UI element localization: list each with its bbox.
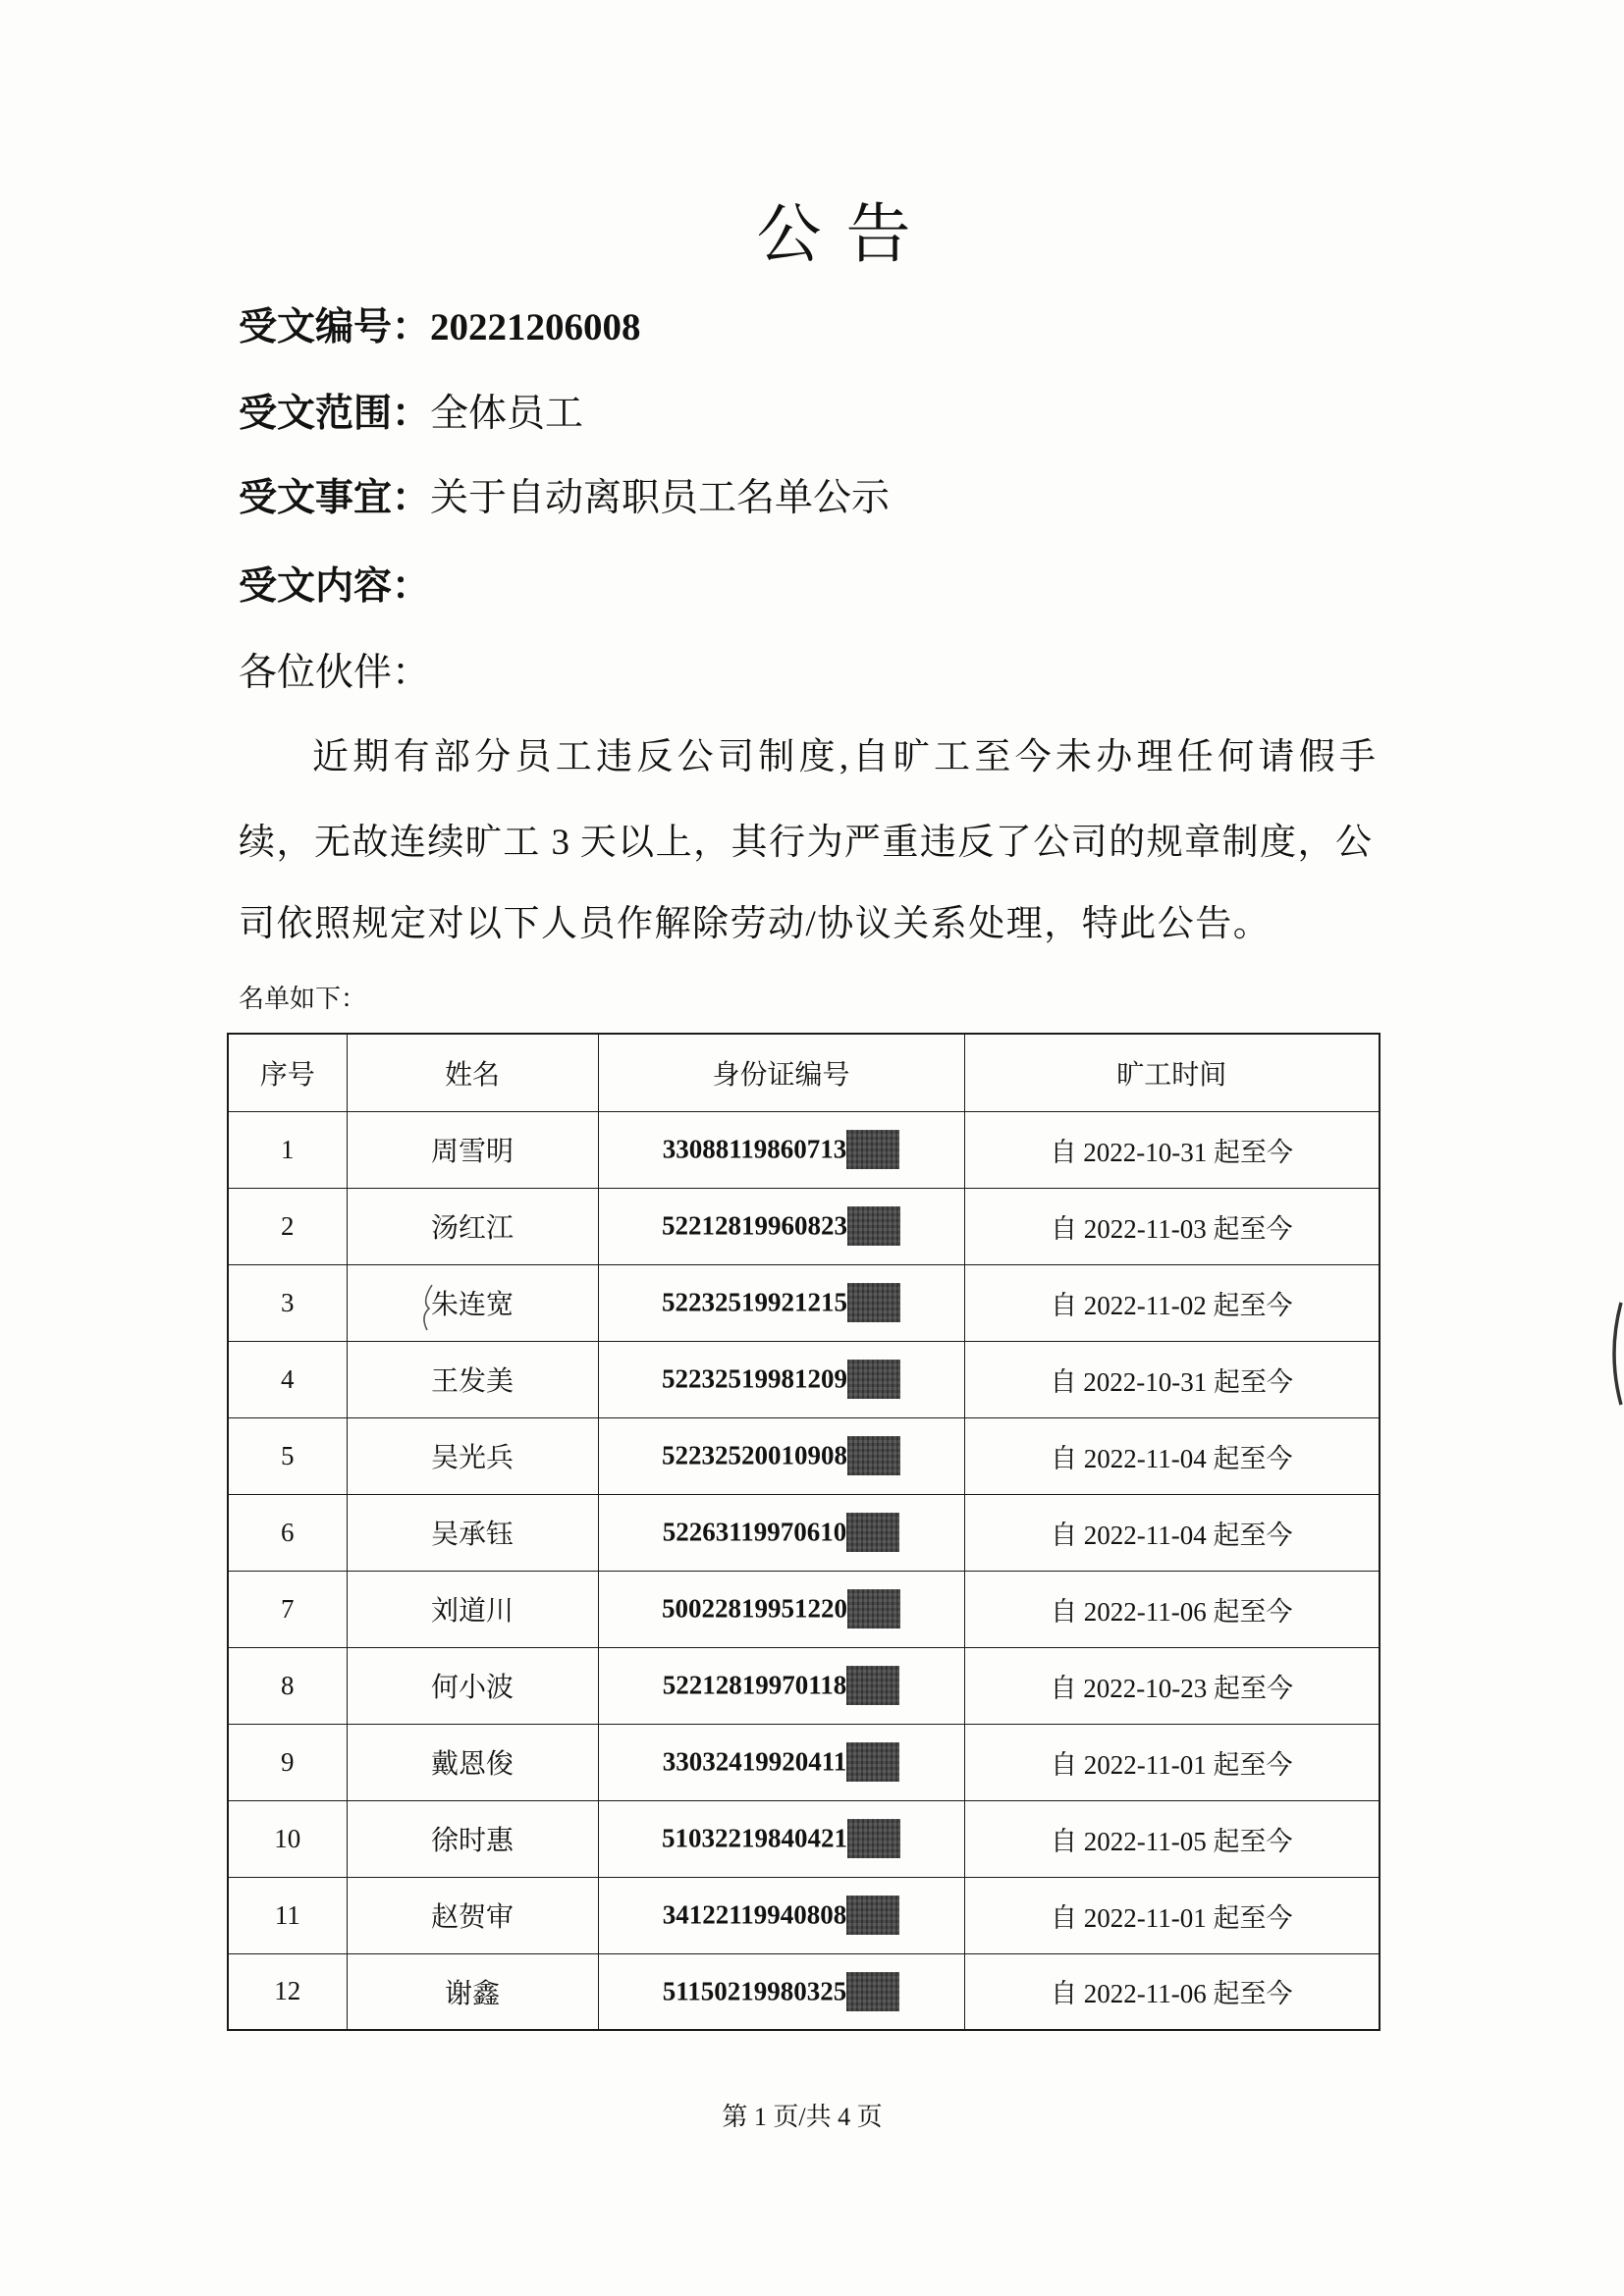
row-period: 自 2022-11-02 起至今 [964,1264,1380,1341]
field-subject [239,476,891,520]
id-number: 51150219980325 [662,1976,847,2006]
row-name: 吴光兵 [347,1417,598,1494]
row-period: 自 2022-11-04 起至今 [964,1417,1380,1494]
recipients-value: 全体员工 [430,393,584,435]
row-no: 3 [228,1264,347,1341]
redaction-block [846,1666,899,1705]
field-label-subject: 受文事宜： [239,476,431,520]
redaction-block [847,1206,900,1246]
row-no: 10 [228,1800,347,1877]
row-period: 自 2022-10-31 起至今 [964,1341,1380,1417]
row-id [598,1188,964,1264]
scan-edge-mark [1604,1301,1624,1407]
redaction-block [846,1513,899,1552]
redaction-block [846,1130,899,1169]
field-label-recipients: 受文范围： [239,392,431,436]
row-id [598,1264,964,1341]
table-row [228,1724,1380,1800]
row-name: 何小波 [347,1647,598,1724]
row-id [598,1341,964,1417]
table-row [228,1953,1380,2030]
row-name: 汤红江 [347,1188,598,1264]
row-name: 徐时惠 [347,1800,598,1877]
document-title: 公 告 [756,196,913,272]
row-name: 戴恩俊 [347,1724,598,1800]
row-period: 自 2022-10-23 起至今 [964,1647,1380,1724]
id-number: 33088119860713 [662,1134,847,1164]
id-number: 52232519921215 [662,1287,847,1317]
field-label-document-number: 受文编号： [239,305,431,349]
redaction-block [846,1972,899,2011]
id-number: 52212819960823 [662,1210,847,1241]
body-line-1: 近期有部分员工违反公司制度,自旷工至今未办理任何请假手 [312,737,1376,777]
id-number: 52212819970118 [662,1670,847,1700]
row-no: 2 [228,1188,347,1264]
dismissal-list-table [227,1033,1380,2031]
row-id [598,1953,964,2030]
table-row [228,1417,1380,1494]
row-no: 1 [228,1111,347,1188]
subject-value: 关于自动离职员工名单公示 [430,477,891,519]
row-period: 自 2022-11-06 起至今 [964,1571,1380,1647]
row-name: 谢鑫 [347,1953,598,2030]
field-label-content: 受文内容： [239,564,431,609]
row-period: 自 2022-11-01 起至今 [964,1877,1380,1953]
row-period: 自 2022-10-31 起至今 [964,1111,1380,1188]
id-number: 51032219840421 [662,1823,847,1853]
table-row [228,1494,1380,1571]
table-row [228,1188,1380,1264]
id-number: 34122119940808 [662,1899,847,1930]
row-no: 11 [228,1877,347,1953]
row-name: 刘道川 [347,1571,598,1647]
row-id [598,1724,964,1800]
row-no: 4 [228,1341,347,1417]
table-row [228,1571,1380,1647]
row-period: 自 2022-11-05 起至今 [964,1800,1380,1877]
row-no: 6 [228,1494,347,1571]
row-name: 赵贺审 [347,1877,598,1953]
row-period: 自 2022-11-03 起至今 [964,1188,1380,1264]
table-row [228,1341,1380,1417]
table-row [228,1264,1380,1341]
id-number: 52263119970610 [662,1517,847,1547]
field-recipients [239,392,584,436]
row-no: 7 [228,1571,347,1647]
row-id [598,1494,964,1571]
row-id [598,1111,964,1188]
row-no: 9 [228,1724,347,1800]
header-name: 姓名 [347,1034,598,1111]
table-row [228,1877,1380,1953]
row-id [598,1571,964,1647]
row-id [598,1877,964,1953]
row-period: 自 2022-11-06 起至今 [964,1953,1380,2030]
row-name: 吴承钰 [347,1494,598,1571]
field-content [239,564,431,609]
redaction-block [847,1436,900,1475]
header-period: 旷工时间 [964,1034,1380,1111]
id-number: 33032419920411 [662,1746,847,1777]
redaction-block [847,1360,900,1399]
body-line-2: 续，无故连续旷工 3 天以上，其行为严重违反了公司的规章制度，公 [239,823,1372,863]
redaction-block [847,1283,900,1322]
redaction-block [847,1589,900,1629]
row-period: 自 2022-11-01 起至今 [964,1724,1380,1800]
row-id [598,1800,964,1877]
body-line-3: 司依照规定对以下人员作解除劳动/协议关系处理，特此公告。 [239,904,1272,944]
list-intro: 名单如下： [239,985,367,1013]
row-name: 朱连宽 [347,1264,598,1341]
id-number: 50022819951220 [662,1593,847,1624]
id-number: 52232520010908 [662,1440,847,1470]
field-document-number [239,305,641,349]
row-id [598,1417,964,1494]
row-no: 5 [228,1417,347,1494]
pen-mark [416,1282,438,1333]
id-number: 52232519981209 [662,1363,847,1394]
table-row [228,1800,1380,1877]
row-name: 周雪明 [347,1111,598,1188]
row-no: 12 [228,1953,347,2030]
row-period: 自 2022-11-04 起至今 [964,1494,1380,1571]
table-row [228,1647,1380,1724]
row-id [598,1647,964,1724]
redaction-block [847,1819,900,1858]
header-id: 身份证编号 [598,1034,964,1111]
table-header-row [228,1034,1380,1111]
row-no: 8 [228,1647,347,1724]
salutation: 各位伙伴： [239,652,431,694]
redaction-block [846,1742,899,1782]
page-number-footer: 第 1 页/共 4 页 [722,2103,883,2131]
redaction-block [846,1896,899,1935]
table-row [228,1111,1380,1188]
header-no: 序号 [228,1034,347,1111]
document-number-value: 20221206008 [430,306,641,348]
row-name: 王发美 [347,1341,598,1417]
